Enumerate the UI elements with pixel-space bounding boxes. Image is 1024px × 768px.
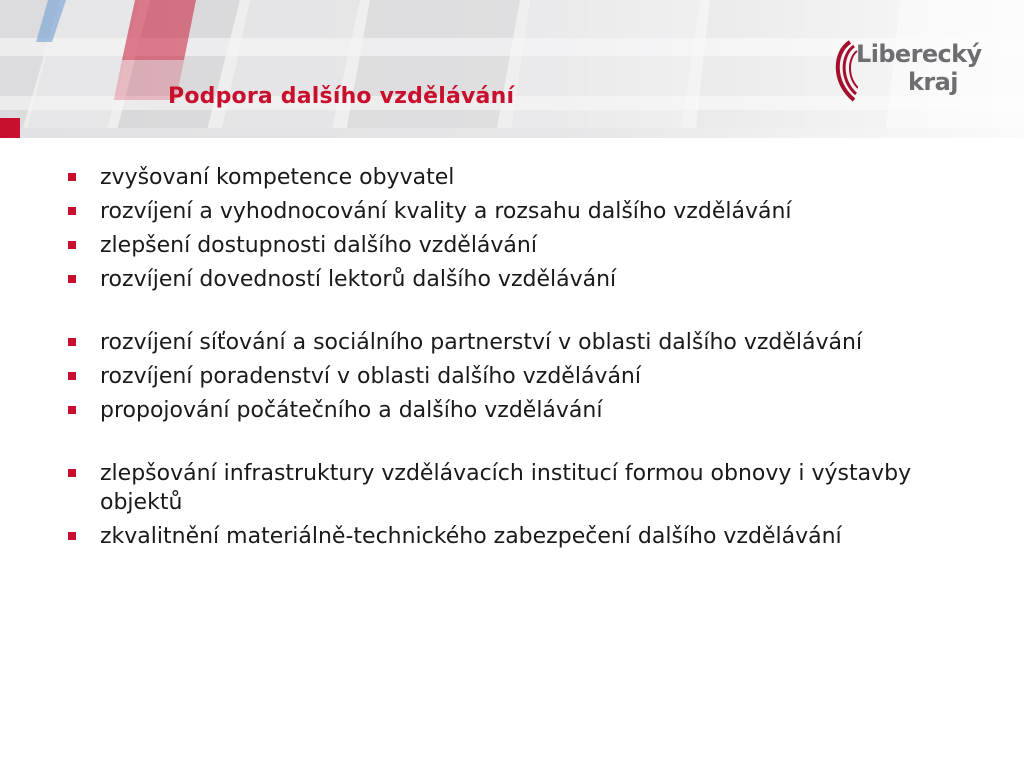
bullet-square-icon — [68, 532, 76, 540]
bullet-square-icon — [68, 173, 76, 181]
slide-title: Podpora dalšího vzdělávání — [168, 84, 515, 109]
bullet-item — [58, 328, 958, 357]
bullet-item — [58, 459, 958, 517]
bullet-content — [58, 163, 958, 556]
bullet-text: rozvíjení síťování a sociálního partnerství v oblasti dalšího vzdělávání — [100, 330, 863, 355]
bullet-text: rozvíjení a vyhodnocování kvality a rozsahu dalšího vzdělávání — [100, 199, 792, 224]
bullet-item — [58, 396, 958, 425]
bullet-item — [58, 522, 958, 551]
bullet-text: propojování počátečního a dalšího vzdělávání — [100, 398, 603, 423]
bullet-square-icon — [68, 406, 76, 414]
logo-arc-icon — [828, 38, 858, 104]
bullet-square-icon — [68, 372, 76, 380]
bullet-item — [58, 197, 958, 226]
logo-text-line1: Liberecký — [856, 40, 982, 68]
bullet-text: zlepšení dostupnosti dalšího vzdělávání — [100, 233, 537, 258]
logo-text-line2: kraj — [908, 68, 958, 96]
bullet-square-icon — [68, 241, 76, 249]
bullet-text: zkvalitnění materiálně-technického zabezpečení dalšího vzdělávání — [100, 524, 842, 549]
bullet-text: rozvíjení dovedností lektorů dalšího vzdělávání — [100, 267, 617, 292]
bullet-square-icon — [68, 338, 76, 346]
bullet-item — [58, 362, 958, 391]
bullet-square-icon — [68, 207, 76, 215]
bullet-list — [58, 163, 958, 551]
bullet-item — [58, 163, 958, 192]
bullet-square-icon — [68, 469, 76, 477]
bullet-text: rozvíjení poradenství v oblasti dalšího vzdělávání — [100, 364, 641, 389]
bullet-item — [58, 231, 958, 260]
bullet-item — [58, 265, 958, 294]
liberecky-kraj-logo — [828, 38, 998, 104]
bullet-text: zlepšování infrastruktury vzdělávacích institucí formou obnovy i výstavby objektů — [100, 461, 912, 515]
bullet-square-icon — [68, 275, 76, 283]
bullet-text: zvyšovaní kompetence obyvatel — [100, 165, 455, 190]
